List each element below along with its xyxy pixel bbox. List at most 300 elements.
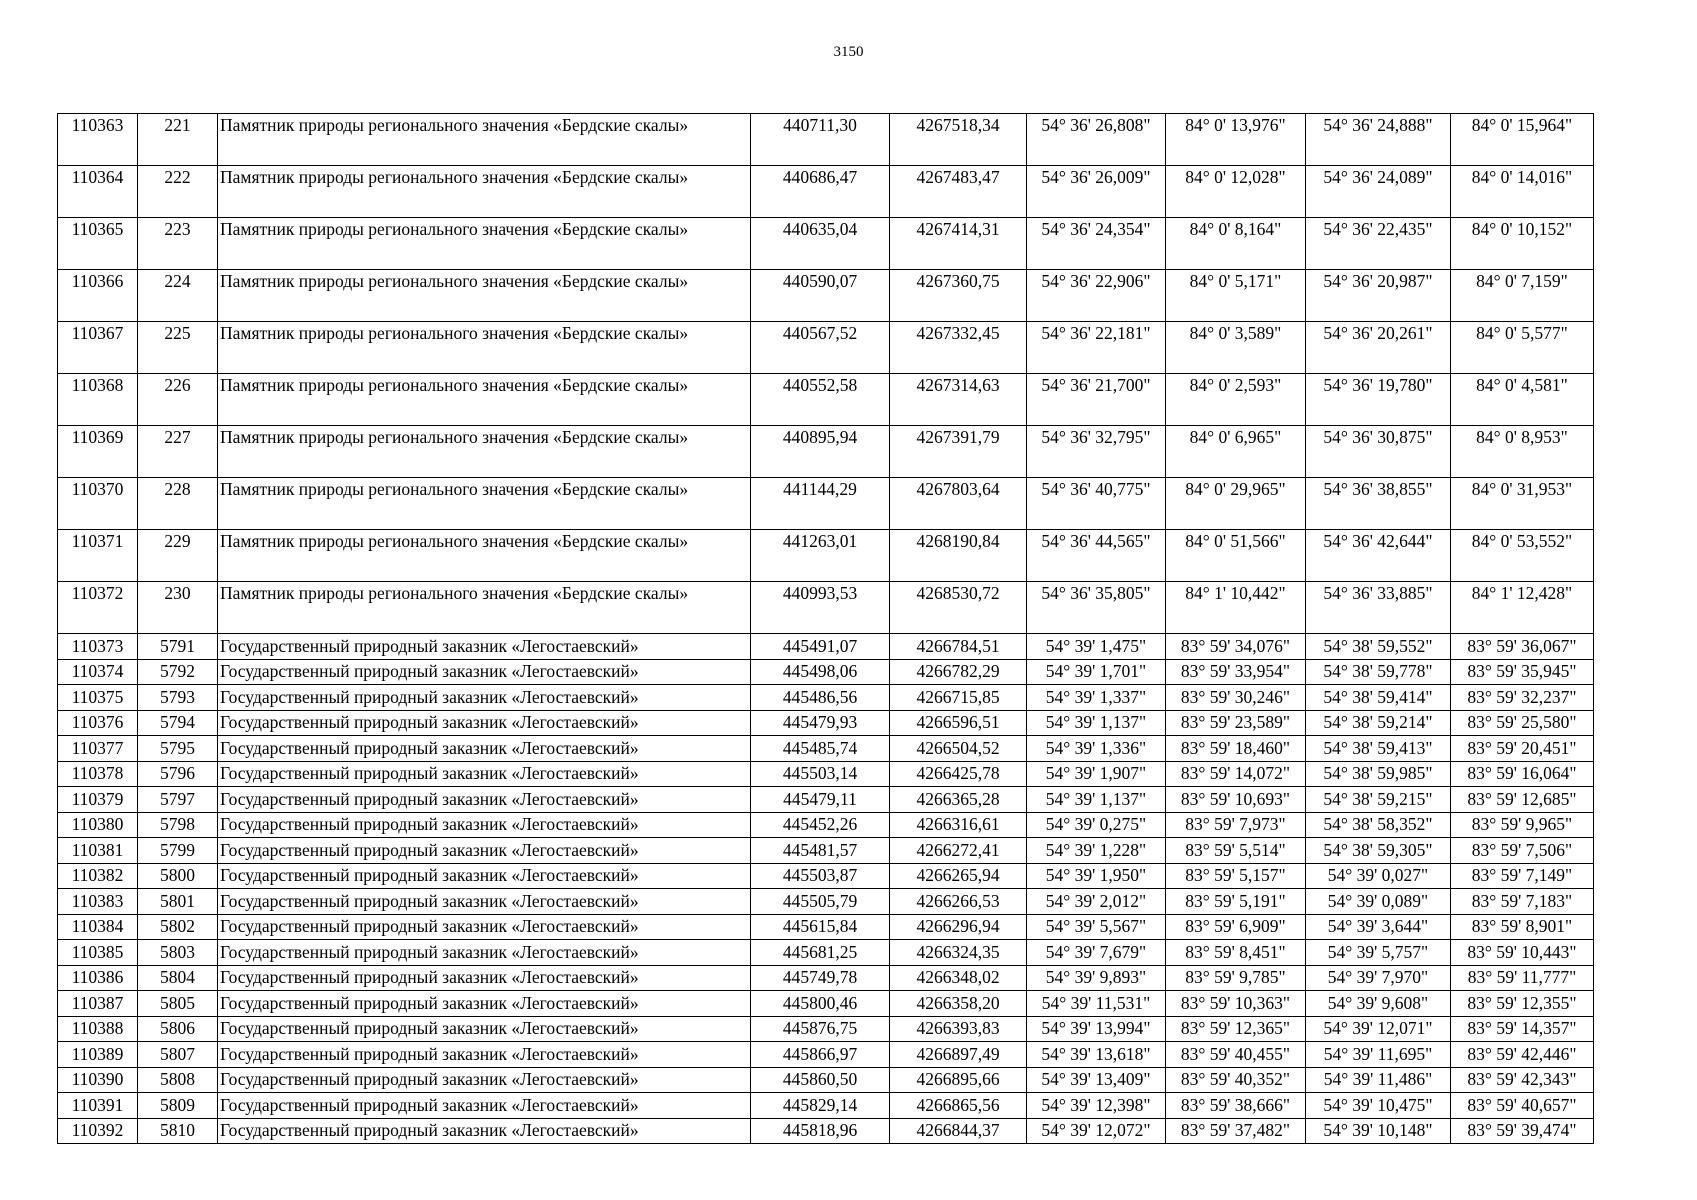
cell-longitude-2: 83° 59' 42,446" [1451,1042,1594,1068]
cell-y: 4268530,72 [890,582,1027,634]
cell-point-number: 5795 [138,736,218,762]
cell-latitude-1: 54° 39' 1,337" [1027,685,1166,711]
cell-longitude-1: 84° 0' 6,965" [1166,426,1306,478]
cell-x: 445876,75 [751,1016,890,1042]
cell-point-number: 5791 [138,634,218,660]
cell-object-name: Государственный природный заказник «Легостаевский» [218,889,751,915]
cell-point-number: 5797 [138,787,218,813]
cell-point-number: 5807 [138,1042,218,1068]
cell-y: 4267391,79 [890,426,1027,478]
cell-id: 110388 [58,1016,138,1042]
cell-id: 110376 [58,710,138,736]
cell-x: 445829,14 [751,1093,890,1119]
cell-id: 110386 [58,965,138,991]
cell-longitude-2: 84° 0' 5,577" [1451,322,1594,374]
cell-longitude-1: 83° 59' 12,365" [1166,1016,1306,1042]
cell-latitude-1: 54° 39' 7,679" [1027,940,1166,966]
cell-longitude-2: 84° 0' 8,953" [1451,426,1594,478]
cell-latitude-2: 54° 36' 19,780" [1306,374,1451,426]
cell-object-name: Государственный природный заказник «Легостаевский» [218,1016,751,1042]
cell-latitude-1: 54° 39' 13,994" [1027,1016,1166,1042]
cell-y: 4267483,47 [890,166,1027,218]
table-row [58,634,1594,660]
cell-object-name: Государственный природный заказник «Легостаевский» [218,736,751,762]
cell-object-name: Памятник природы регионального значения «Бердские скалы» [218,426,751,478]
cell-longitude-2: 84° 1' 12,428" [1451,582,1594,634]
cell-longitude-2: 83° 59' 16,064" [1451,761,1594,787]
cell-x: 445505,79 [751,889,890,915]
cell-longitude-1: 84° 0' 12,028" [1166,166,1306,218]
cell-latitude-1: 54° 39' 12,072" [1027,1118,1166,1144]
cell-object-name: Памятник природы регионального значения «Бердские скалы» [218,218,751,270]
cell-object-name: Памятник природы регионального значения «Бердские скалы» [218,270,751,322]
cell-y: 4268190,84 [890,530,1027,582]
cell-y: 4267414,31 [890,218,1027,270]
cell-latitude-2: 54° 36' 20,261" [1306,322,1451,374]
cell-longitude-2: 83° 59' 9,965" [1451,812,1594,838]
cell-x: 440635,04 [751,218,890,270]
cell-longitude-1: 83° 59' 30,246" [1166,685,1306,711]
cell-y: 4266784,51 [890,634,1027,660]
table-row [58,218,1594,270]
cell-point-number: 5792 [138,659,218,685]
cell-latitude-2: 54° 39' 10,148" [1306,1118,1451,1144]
cell-id: 110374 [58,659,138,685]
table-row [58,965,1594,991]
cell-y: 4266393,83 [890,1016,1027,1042]
cell-y: 4267360,75 [890,270,1027,322]
cell-longitude-1: 83° 59' 5,157" [1166,863,1306,889]
cell-y: 4267803,64 [890,478,1027,530]
cell-latitude-1: 54° 36' 26,009" [1027,166,1166,218]
cell-point-number: 5793 [138,685,218,711]
cell-latitude-1: 54° 36' 22,181" [1027,322,1166,374]
table-row [58,1118,1594,1144]
cell-latitude-1: 54° 39' 5,567" [1027,914,1166,940]
cell-longitude-2: 84° 0' 15,964" [1451,114,1594,166]
cell-latitude-1: 54° 39' 1,701" [1027,659,1166,685]
cell-x: 445503,87 [751,863,890,889]
cell-x: 445479,11 [751,787,890,813]
cell-latitude-1: 54° 39' 1,475" [1027,634,1166,660]
cell-longitude-1: 83° 59' 10,363" [1166,991,1306,1017]
cell-point-number: 5801 [138,889,218,915]
coordinates-table [57,113,1594,1144]
cell-latitude-1: 54° 36' 26,808" [1027,114,1166,166]
cell-id: 110368 [58,374,138,426]
cell-point-number: 225 [138,322,218,374]
cell-longitude-2: 83° 59' 36,067" [1451,634,1594,660]
cell-latitude-2: 54° 36' 24,888" [1306,114,1451,166]
table-row [58,1093,1594,1119]
cell-y: 4266425,78 [890,761,1027,787]
table-row [58,685,1594,711]
cell-object-name: Памятник природы регионального значения «Бердские скалы» [218,374,751,426]
cell-id: 110363 [58,114,138,166]
cell-id: 110392 [58,1118,138,1144]
cell-latitude-2: 54° 39' 9,608" [1306,991,1451,1017]
cell-x: 441144,29 [751,478,890,530]
cell-id: 110365 [58,218,138,270]
cell-longitude-2: 83° 59' 40,657" [1451,1093,1594,1119]
cell-latitude-2: 54° 38' 59,778" [1306,659,1451,685]
cell-latitude-1: 54° 39' 11,531" [1027,991,1166,1017]
cell-x: 445498,06 [751,659,890,685]
cell-longitude-2: 83° 59' 7,506" [1451,838,1594,864]
cell-point-number: 5796 [138,761,218,787]
cell-latitude-1: 54° 36' 35,805" [1027,582,1166,634]
cell-latitude-2: 54° 36' 20,987" [1306,270,1451,322]
cell-id: 110389 [58,1042,138,1068]
table-row [58,1016,1594,1042]
cell-longitude-1: 83° 59' 34,076" [1166,634,1306,660]
cell-x: 441263,01 [751,530,890,582]
cell-longitude-2: 84° 0' 10,152" [1451,218,1594,270]
cell-id: 110381 [58,838,138,864]
cell-longitude-2: 83° 59' 12,355" [1451,991,1594,1017]
cell-latitude-2: 54° 36' 33,885" [1306,582,1451,634]
cell-longitude-1: 84° 0' 2,593" [1166,374,1306,426]
cell-point-number: 5802 [138,914,218,940]
cell-y: 4266865,56 [890,1093,1027,1119]
cell-object-name: Государственный природный заказник «Легостаевский» [218,685,751,711]
cell-id: 110370 [58,478,138,530]
cell-x: 445800,46 [751,991,890,1017]
cell-longitude-1: 83° 59' 8,451" [1166,940,1306,966]
cell-x: 445749,78 [751,965,890,991]
cell-object-name: Государственный природный заказник «Легостаевский» [218,863,751,889]
cell-longitude-2: 83° 59' 25,580" [1451,710,1594,736]
cell-longitude-2: 83° 59' 7,183" [1451,889,1594,915]
cell-id: 110371 [58,530,138,582]
cell-latitude-2: 54° 38' 59,552" [1306,634,1451,660]
cell-longitude-1: 84° 0' 5,171" [1166,270,1306,322]
cell-longitude-2: 84° 0' 31,953" [1451,478,1594,530]
cell-x: 445866,97 [751,1042,890,1068]
cell-point-number: 224 [138,270,218,322]
cell-object-name: Государственный природный заказник «Легостаевский» [218,914,751,940]
cell-latitude-1: 54° 36' 32,795" [1027,426,1166,478]
cell-object-name: Государственный природный заказник «Легостаевский» [218,659,751,685]
cell-latitude-1: 54° 36' 40,775" [1027,478,1166,530]
cell-id: 110385 [58,940,138,966]
cell-point-number: 5794 [138,710,218,736]
cell-latitude-1: 54° 39' 2,012" [1027,889,1166,915]
cell-point-number: 5804 [138,965,218,991]
cell-longitude-2: 83° 59' 12,685" [1451,787,1594,813]
cell-y: 4266596,51 [890,710,1027,736]
cell-x: 445818,96 [751,1118,890,1144]
cell-point-number: 229 [138,530,218,582]
cell-longitude-2: 83° 59' 8,901" [1451,914,1594,940]
cell-latitude-2: 54° 39' 10,475" [1306,1093,1451,1119]
cell-id: 110377 [58,736,138,762]
cell-id: 110391 [58,1093,138,1119]
cell-x: 440711,30 [751,114,890,166]
cell-point-number: 5798 [138,812,218,838]
cell-longitude-2: 84° 0' 4,581" [1451,374,1594,426]
cell-x: 440552,58 [751,374,890,426]
cell-longitude-2: 83° 59' 10,443" [1451,940,1594,966]
cell-y: 4266504,52 [890,736,1027,762]
cell-longitude-2: 83° 59' 14,357" [1451,1016,1594,1042]
cell-object-name: Государственный природный заказник «Легостаевский» [218,1118,751,1144]
cell-y: 4266266,53 [890,889,1027,915]
cell-object-name: Государственный природный заказник «Легостаевский» [218,838,751,864]
table-row [58,838,1594,864]
cell-point-number: 5806 [138,1016,218,1042]
cell-latitude-1: 54° 39' 1,137" [1027,710,1166,736]
table-row [58,166,1594,218]
cell-object-name: Государственный природный заказник «Легостаевский» [218,787,751,813]
cell-object-name: Государственный природный заказник «Легостаевский» [218,940,751,966]
cell-object-name: Государственный природный заказник «Легостаевский» [218,965,751,991]
cell-object-name: Памятник природы регионального значения «Бердские скалы» [218,166,751,218]
cell-longitude-2: 83° 59' 7,149" [1451,863,1594,889]
cell-y: 4266272,41 [890,838,1027,864]
cell-longitude-2: 83° 59' 11,777" [1451,965,1594,991]
cell-latitude-2: 54° 38' 58,352" [1306,812,1451,838]
cell-id: 110372 [58,582,138,634]
table-row [58,530,1594,582]
cell-longitude-2: 84° 0' 53,552" [1451,530,1594,582]
table-row [58,322,1594,374]
table-row [58,889,1594,915]
cell-x: 445485,74 [751,736,890,762]
cell-object-name: Памятник природы регионального значения «Бердские скалы» [218,530,751,582]
cell-latitude-1: 54° 36' 44,565" [1027,530,1166,582]
cell-id: 110383 [58,889,138,915]
cell-longitude-1: 83° 59' 38,666" [1166,1093,1306,1119]
cell-x: 445681,25 [751,940,890,966]
cell-latitude-2: 54° 39' 0,027" [1306,863,1451,889]
cell-latitude-2: 54° 39' 11,486" [1306,1067,1451,1093]
table-row [58,659,1594,685]
cell-id: 110375 [58,685,138,711]
cell-y: 4266316,61 [890,812,1027,838]
cell-latitude-1: 54° 39' 13,409" [1027,1067,1166,1093]
table-row [58,991,1594,1017]
table-row [58,1042,1594,1068]
cell-x: 440895,94 [751,426,890,478]
cell-latitude-2: 54° 38' 59,305" [1306,838,1451,864]
table-row [58,270,1594,322]
cell-x: 440686,47 [751,166,890,218]
cell-object-name: Памятник природы регионального значения «Бердские скалы» [218,478,751,530]
table-row [58,478,1594,530]
cell-latitude-1: 54° 36' 24,354" [1027,218,1166,270]
cell-y: 4267332,45 [890,322,1027,374]
table-row [58,710,1594,736]
cell-id: 110369 [58,426,138,478]
cell-y: 4266324,35 [890,940,1027,966]
table-row [58,426,1594,478]
cell-point-number: 226 [138,374,218,426]
cell-latitude-2: 54° 38' 59,413" [1306,736,1451,762]
table-row [58,863,1594,889]
cell-x: 445491,07 [751,634,890,660]
cell-latitude-2: 54° 39' 5,757" [1306,940,1451,966]
cell-latitude-1: 54° 39' 13,618" [1027,1042,1166,1068]
cell-latitude-1: 54° 39' 12,398" [1027,1093,1166,1119]
cell-y: 4267314,63 [890,374,1027,426]
cell-object-name: Государственный природный заказник «Легостаевский» [218,991,751,1017]
cell-point-number: 5809 [138,1093,218,1119]
cell-longitude-1: 83° 59' 10,693" [1166,787,1306,813]
cell-latitude-2: 54° 38' 59,414" [1306,685,1451,711]
cell-object-name: Государственный природный заказник «Легостаевский» [218,1067,751,1093]
cell-x: 440567,52 [751,322,890,374]
cell-latitude-2: 54° 38' 59,985" [1306,761,1451,787]
cell-latitude-1: 54° 36' 21,700" [1027,374,1166,426]
cell-point-number: 228 [138,478,218,530]
cell-x: 445503,14 [751,761,890,787]
cell-longitude-1: 83° 59' 5,191" [1166,889,1306,915]
cell-longitude-1: 83° 59' 40,352" [1166,1067,1306,1093]
cell-object-name: Памятник природы регионального значения «Бердские скалы» [218,582,751,634]
cell-longitude-1: 84° 0' 13,976" [1166,114,1306,166]
cell-point-number: 5800 [138,863,218,889]
cell-point-number: 221 [138,114,218,166]
cell-y: 4266897,49 [890,1042,1027,1068]
table-row [58,1067,1594,1093]
cell-id: 110387 [58,991,138,1017]
cell-latitude-1: 54° 39' 1,950" [1027,863,1166,889]
cell-longitude-1: 83° 59' 6,909" [1166,914,1306,940]
cell-longitude-1: 84° 0' 51,566" [1166,530,1306,582]
cell-x: 440590,07 [751,270,890,322]
cell-longitude-1: 84° 0' 29,965" [1166,478,1306,530]
cell-id: 110366 [58,270,138,322]
cell-object-name: Государственный природный заказник «Легостаевский» [218,761,751,787]
cell-x: 445452,26 [751,812,890,838]
cell-x: 445479,93 [751,710,890,736]
table-row [58,114,1594,166]
table-row [58,582,1594,634]
cell-y: 4266358,20 [890,991,1027,1017]
cell-object-name: Государственный природный заказник «Легостаевский» [218,1042,751,1068]
cell-x: 445481,57 [751,838,890,864]
table-row [58,940,1594,966]
cell-latitude-1: 54° 39' 1,907" [1027,761,1166,787]
cell-point-number: 5810 [138,1118,218,1144]
cell-latitude-2: 54° 36' 30,875" [1306,426,1451,478]
cell-x: 445615,84 [751,914,890,940]
cell-y: 4266348,02 [890,965,1027,991]
cell-y: 4266844,37 [890,1118,1027,1144]
cell-latitude-1: 54° 39' 9,893" [1027,965,1166,991]
cell-id: 110373 [58,634,138,660]
cell-longitude-2: 83° 59' 39,474" [1451,1118,1594,1144]
cell-object-name: Памятник природы регионального значения «Бердские скалы» [218,114,751,166]
cell-object-name: Государственный природный заказник «Легостаевский» [218,710,751,736]
cell-point-number: 5805 [138,991,218,1017]
cell-longitude-1: 84° 0' 3,589" [1166,322,1306,374]
table-row [58,761,1594,787]
cell-id: 110378 [58,761,138,787]
cell-y: 4266296,94 [890,914,1027,940]
cell-id: 110367 [58,322,138,374]
cell-point-number: 222 [138,166,218,218]
cell-object-name: Памятник природы регионального значения «Бердские скалы» [218,322,751,374]
cell-latitude-1: 54° 39' 0,275" [1027,812,1166,838]
cell-point-number: 5808 [138,1067,218,1093]
cell-latitude-1: 54° 39' 1,137" [1027,787,1166,813]
cell-longitude-1: 83° 59' 14,072" [1166,761,1306,787]
page-number: 3150 [833,44,864,60]
cell-point-number: 5803 [138,940,218,966]
cell-longitude-1: 83° 59' 18,460" [1166,736,1306,762]
cell-point-number: 230 [138,582,218,634]
cell-id: 110382 [58,863,138,889]
table-row [58,736,1594,762]
cell-point-number: 223 [138,218,218,270]
cell-y: 4266895,66 [890,1067,1027,1093]
cell-latitude-2: 54° 39' 12,071" [1306,1016,1451,1042]
cell-x: 440993,53 [751,582,890,634]
cell-id: 110380 [58,812,138,838]
table-row [58,374,1594,426]
cell-longitude-1: 83° 59' 40,455" [1166,1042,1306,1068]
cell-latitude-2: 54° 38' 59,214" [1306,710,1451,736]
cell-longitude-2: 83° 59' 35,945" [1451,659,1594,685]
cell-longitude-1: 84° 1' 10,442" [1166,582,1306,634]
cell-latitude-2: 54° 36' 42,644" [1306,530,1451,582]
cell-latitude-2: 54° 39' 11,695" [1306,1042,1451,1068]
cell-longitude-2: 83° 59' 42,343" [1451,1067,1594,1093]
cell-y: 4266715,85 [890,685,1027,711]
table-row [58,812,1594,838]
cell-y: 4266782,29 [890,659,1027,685]
cell-longitude-2: 83° 59' 32,237" [1451,685,1594,711]
cell-point-number: 5799 [138,838,218,864]
cell-latitude-2: 54° 36' 24,089" [1306,166,1451,218]
cell-y: 4267518,34 [890,114,1027,166]
cell-longitude-1: 83° 59' 33,954" [1166,659,1306,685]
cell-latitude-2: 54° 38' 59,215" [1306,787,1451,813]
cell-object-name: Государственный природный заказник «Легостаевский» [218,634,751,660]
cell-latitude-1: 54° 39' 1,336" [1027,736,1166,762]
cell-latitude-2: 54° 36' 38,855" [1306,478,1451,530]
cell-id: 110384 [58,914,138,940]
table-row [58,787,1594,813]
cell-longitude-2: 84° 0' 7,159" [1451,270,1594,322]
cell-latitude-2: 54° 36' 22,435" [1306,218,1451,270]
cell-longitude-1: 83° 59' 23,589" [1166,710,1306,736]
cell-longitude-2: 83° 59' 20,451" [1451,736,1594,762]
cell-x: 445860,50 [751,1067,890,1093]
cell-object-name: Государственный природный заказник «Легостаевский» [218,812,751,838]
cell-latitude-2: 54° 39' 0,089" [1306,889,1451,915]
cell-latitude-2: 54° 39' 3,644" [1306,914,1451,940]
cell-y: 4266265,94 [890,863,1027,889]
cell-y: 4266365,28 [890,787,1027,813]
cell-id: 110379 [58,787,138,813]
cell-latitude-1: 54° 39' 1,228" [1027,838,1166,864]
cell-object-name: Государственный природный заказник «Легостаевский» [218,1093,751,1119]
cell-longitude-1: 84° 0' 8,164" [1166,218,1306,270]
cell-longitude-1: 83° 59' 37,482" [1166,1118,1306,1144]
cell-point-number: 227 [138,426,218,478]
cell-latitude-1: 54° 36' 22,906" [1027,270,1166,322]
cell-x: 445486,56 [751,685,890,711]
cell-longitude-1: 83° 59' 9,785" [1166,965,1306,991]
cell-id: 110364 [58,166,138,218]
cell-longitude-1: 83° 59' 7,973" [1166,812,1306,838]
cell-longitude-2: 84° 0' 14,016" [1451,166,1594,218]
cell-longitude-1: 83° 59' 5,514" [1166,838,1306,864]
table-row [58,914,1594,940]
